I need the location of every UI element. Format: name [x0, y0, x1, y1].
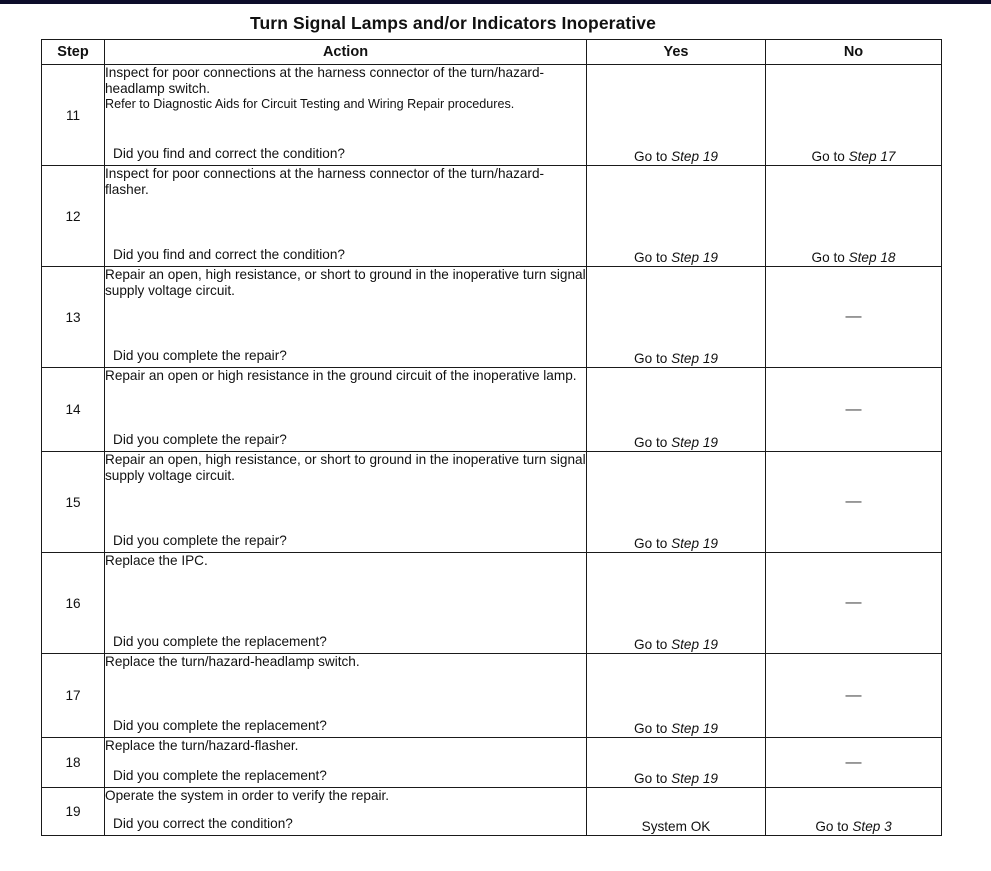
yes-cell — [587, 452, 766, 553]
goto-label: Go to — [634, 351, 672, 366]
no-target-step: Step 3 — [852, 819, 892, 834]
goto-label: Go to — [634, 149, 672, 164]
action-cell — [105, 654, 587, 738]
step-number: 15 — [42, 452, 105, 553]
yes-target-step: Step 19 — [671, 637, 718, 652]
yes-target-step: Step 19 — [671, 536, 718, 551]
no-cell-dash: — — [766, 267, 942, 368]
no-cell-dash: — — [766, 738, 942, 788]
step-number: 13 — [42, 267, 105, 368]
yes-target-step: Step 19 — [671, 771, 718, 786]
table-row — [42, 452, 942, 553]
action-text: Repair an open, high resistance, or short to ground in the inoperative turn signal supply voltage circuit. — [105, 267, 586, 298]
table-row — [42, 267, 942, 368]
table-row — [42, 166, 942, 267]
action-question: Did you complete the replacement? — [113, 718, 327, 733]
yes-cell — [587, 738, 766, 788]
table-header-row — [42, 40, 942, 65]
action-question: Did you complete the repair? — [113, 348, 287, 363]
no-cell-dash: — — [766, 452, 942, 553]
goto-label: Go to — [634, 435, 672, 450]
column-header-yes: Yes — [587, 40, 766, 65]
action-text: Inspect for poor connections at the harness connector of the turn/hazard-headlamp switch. — [105, 65, 545, 96]
top-border-bar — [0, 0, 991, 4]
action-question: Did you complete the replacement? — [113, 634, 327, 649]
action-question: Did you complete the replacement? — [113, 768, 327, 783]
yes-cell: System OK — [587, 788, 766, 836]
action-cell — [105, 788, 587, 836]
goto-label: Go to — [634, 536, 672, 551]
yes-cell — [587, 166, 766, 267]
table-row — [42, 788, 942, 836]
action-cell — [105, 166, 587, 267]
action-text: Repair an open or high resistance in the ground circuit of the inoperative lamp. — [105, 368, 577, 383]
step-number: 12 — [42, 166, 105, 267]
table-row — [42, 654, 942, 738]
step-number: 19 — [42, 788, 105, 836]
table-row — [42, 553, 942, 654]
yes-cell — [587, 553, 766, 654]
action-question: Did you complete the repair? — [113, 432, 287, 447]
step-number: 16 — [42, 553, 105, 654]
goto-label: Go to — [811, 250, 849, 265]
action-question: Did you correct the condition? — [113, 816, 293, 831]
no-cell — [766, 166, 942, 267]
action-question: Did you complete the repair? — [113, 533, 287, 548]
table-row — [42, 65, 942, 166]
action-text: Repair an open, high resistance, or short to ground in the inoperative turn signal supply voltage circuit. — [105, 452, 586, 483]
yes-target-step: Step 19 — [671, 721, 718, 736]
column-header-no: No — [766, 40, 942, 65]
goto-label: Go to — [634, 637, 672, 652]
goto-label: Go to — [634, 250, 672, 265]
no-cell-dash: — — [766, 368, 942, 452]
column-header-step: Step — [42, 40, 105, 65]
diagnostic-table — [41, 39, 942, 836]
goto-label: Go to — [634, 771, 672, 786]
action-text: Replace the IPC. — [105, 553, 208, 568]
action-cell — [105, 267, 587, 368]
no-target-step: Step 17 — [848, 149, 896, 164]
no-cell — [766, 65, 942, 166]
no-target-step: Step 18 — [848, 250, 896, 265]
column-header-action: Action — [105, 40, 587, 65]
table-row — [42, 738, 942, 788]
yes-target-step: Step 19 — [671, 351, 718, 366]
page-title: Turn Signal Lamps and/or Indicators Inoperative — [250, 13, 656, 33]
yes-target-step: Step 19 — [671, 149, 718, 164]
action-cell — [105, 553, 587, 654]
no-cell — [766, 788, 942, 836]
goto-label: Go to — [634, 721, 672, 736]
yes-cell — [587, 368, 766, 452]
step-number: 14 — [42, 368, 105, 452]
step-number: 18 — [42, 738, 105, 788]
yes-cell — [587, 654, 766, 738]
action-text: Replace the turn/hazard-headlamp switch. — [105, 654, 360, 669]
action-cell — [105, 65, 587, 166]
action-note: Refer to Diagnostic Aids for Circuit Testing and Wiring Repair procedures. — [105, 97, 515, 111]
action-text: Replace the turn/hazard-flasher. — [105, 738, 299, 753]
action-cell — [105, 368, 587, 452]
no-cell-dash: — — [766, 553, 942, 654]
yes-cell — [587, 65, 766, 166]
step-number: 17 — [42, 654, 105, 738]
action-cell — [105, 738, 587, 788]
step-number: 11 — [42, 65, 105, 166]
action-question: Did you find and correct the condition? — [113, 146, 345, 161]
action-text: Inspect for poor connections at the harness connector of the turn/hazard-flasher. — [105, 166, 545, 197]
table-row — [42, 368, 942, 452]
yes-cell — [587, 267, 766, 368]
action-cell — [105, 452, 587, 553]
action-question: Did you find and correct the condition? — [113, 247, 345, 262]
yes-target-step: Step 19 — [671, 435, 718, 450]
goto-label: Go to — [815, 819, 853, 834]
yes-target-step: Step 19 — [671, 250, 718, 265]
action-text: Operate the system in order to verify the repair. — [105, 788, 390, 803]
goto-label: Go to — [811, 149, 849, 164]
no-cell-dash: — — [766, 654, 942, 738]
